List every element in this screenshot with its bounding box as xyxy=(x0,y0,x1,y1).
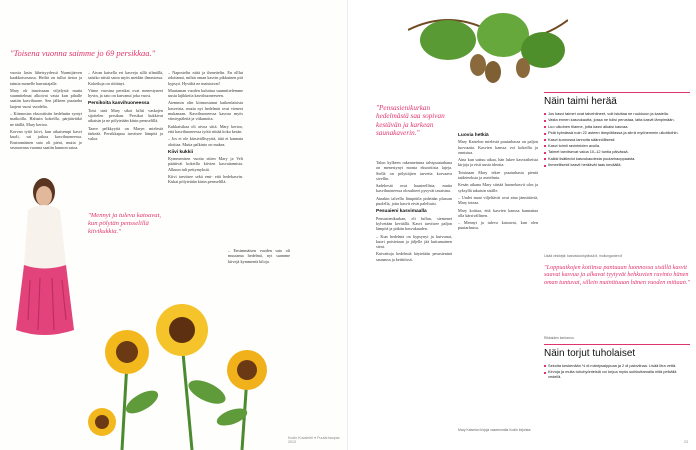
left-column-1 xyxy=(10,70,82,170)
paragraph: Talon kylkeen rakennettuna talvipuutarhana on menestynyt monia eksoottisia lajeja. Siellä on pölyttäjien tarvetta korvaava sivellin. xyxy=(376,160,452,181)
right-column-b xyxy=(458,130,538,420)
pull-quote-right: "Pensasienikurkan hedelmästä saa sopivan kestävän ja karkean saunakaverin." xyxy=(376,104,445,138)
paragraph: Kesän aikana Mary siirtää huonekasvit ulos ja syksyllä takaisin sisälle. xyxy=(458,182,538,193)
sidebar-rule-top xyxy=(544,92,690,93)
list-item: Pidä kylmässä noin 22 asteen lämpötilassa ja siirrä myöhemmin ulkotiloihin. xyxy=(544,131,690,136)
paragraph: Ainakin talvella lämpötila pidetään plussan puolella, jotta kasvit eivät paleltuisi. xyxy=(376,195,452,207)
list-item: Kaikki lisätiedot kasvukaudesta puutarhaoppaasta. xyxy=(544,157,690,162)
paragraph: Mary koittaa, että kasvien kanssa kannattaa olla kärsivällinen. xyxy=(458,207,538,218)
paragraph: – Napostelin niitä ja ihmettelin. En olllut odottanut, mihin oman kasvin pikkuinen piti kypsyä. Hyvältä ne maistuivat! xyxy=(168,70,243,86)
paragraph: Kuivattuja hedelmiä käytetään pesusieninä saunassa ja keittiössä. xyxy=(376,251,452,262)
left-column-3 xyxy=(168,70,243,245)
paragraph: Aina kun sattuu aikaa, hän lukee kasviaiheisia kirjoja ja etsii uusia ideoita. xyxy=(458,157,538,168)
paragraph: Pensasienikurkan, eli luffan, siemenet kylvetään keväällä. Kasvi tarvitsee paljon lämpöä ja pitkän kasvukauden. xyxy=(376,215,452,232)
image-caption: Mary Kaiselon kirjoja vasemmalla Kodin kirjoista. xyxy=(458,428,532,432)
list-item: Ihmeellisesti kasvit heräävät taas keväällä. xyxy=(544,163,690,168)
list-item: Kasvi toimii ravinteiden avulla. xyxy=(544,144,690,149)
sidebar-title: Näin taimi herää xyxy=(544,96,617,107)
paragraph: – Uudet maat viljeltävät ovat aina jännittäviä, Mary toteaa. xyxy=(458,194,538,206)
page-footer: Kodin Kuvalehti ● Puutarhaopas 2013 xyxy=(288,436,340,444)
list-item: Vasta ennen kasvukautta, jossa ne tulisi perustaa, laita kasvit lämpimään. xyxy=(544,118,690,123)
list-item: Sekoita keskenään ½ dl mäntysaippuaa ja 2 dl paloviinaa. Lisää litra vettä. xyxy=(544,364,690,369)
list-item: Taimet tarvitsevat valoa 10–12 tuntia päivässä. xyxy=(544,150,690,155)
paragraph: – Jos ei ole kärsivällisyyttä, tätä ei kannata aloittaa. Mutta palkinto on makea. xyxy=(168,136,243,147)
section-heading: Persikoita kasvihuoneessa xyxy=(88,101,150,107)
sidebar-credit: Lisää vinkkejä: kasvistoonkylässä.fi, mollungarden.fi xyxy=(544,254,623,258)
sidebar-list xyxy=(544,112,690,170)
right-column-a xyxy=(376,160,452,425)
pull-quote-top: "Toisena vuonna saimme jo 69 persikkaa." xyxy=(10,48,156,58)
list-item: Kirvoja ja muita tuhohyönteisiä voi torjua myös suihkuttamalla niitä pelkällä vedellä. xyxy=(544,370,690,380)
sidebar2-list xyxy=(544,364,690,382)
paragraph: Aiemmin olin kiinnostunut kaikenlaisista kasveista, mutta nyt hedelmät ovat vieneet mukanaan. Kasvihuoneessa kasvaa myös viinirypäleitä ja viikunoita. xyxy=(168,100,243,122)
paragraph: Toisi sinä Mary sikoi kiltti vaskojen sijoitelen persikan. Persikat kukkivat aikaisin ja ne pölytetään käsin pensselillä. xyxy=(88,107,163,124)
section-heading: Kiivi kukkii xyxy=(168,149,194,155)
pull-quote-mid: "Mennyt ja tuleva katoavat, kun pölytän pensselillä kiivikukkia." xyxy=(88,212,162,235)
paragraph: Taave pelkkyyttä on Maryn mielestä tärkeää. Persikkapuu tarvitsee lämpöä ja valoa. xyxy=(88,125,163,142)
paragraph: – Mennyt ja tuleva katoavat, kun olen puutarhassa. xyxy=(458,220,538,231)
sidebar2-title: Näin torjut tuholaiset xyxy=(544,348,636,359)
sunflower-illustration xyxy=(82,282,282,450)
paragraph: Kymmenisen vuotta sitten Mary ja Veli päättivät kokeilla kiivien kasvattamista. Alkuun tuli pettymyksiä. xyxy=(168,156,243,172)
paragraph: Mary Kaiselon mielestä puutarhassa on paljon luovuutta. Kasvien kanssa voi kokeilla ja onnistua. xyxy=(458,139,538,155)
section-heading: Luovia hetkiä xyxy=(458,133,489,138)
left-column-2 xyxy=(88,70,163,225)
list-item: Luo ulkoinen tilanne, jotta kasvi alkaisi kasvaa. xyxy=(544,125,690,130)
paragraph: – Kiinnostus eksoottisiin hedelmiin syntyi matkoilla. Halusin kokeilla, pärjäävätkö ne täällä, Mary kertoo. xyxy=(10,111,82,127)
paragraph: – Aivan katsella eri kasveja sillä silmällä, saisiko niistä satoa myös meidän ilmastossa. Kokeiluja on riittänyt. xyxy=(88,70,163,86)
sidebar-box xyxy=(544,92,690,442)
paragraph: Kiivi tarvitsee sekä emi- että hedekasvin. Kukat pölytetään käsin pensselillä. xyxy=(168,174,243,185)
paragraph: Kukkaisikaa oli aivoa siitä. Mary kertoo, että kasvihuoneessa työtä riittää koko kesän. xyxy=(168,123,243,134)
paragraph: vuosia lasin läheisyydessä Nurmijärven kaakkoisosassa. Heiltä on tullut tietoa ja taimia monelle harrastajalle. xyxy=(10,70,82,86)
sidebar-rule-mid xyxy=(544,344,690,345)
paragraph: Korvan tyttö kiivi, kun aikaisempi kasvi kuoli, sai jatkoa kasvihuoneessa. Ensimmäinen sato oli pieni, mutta jo seuraavana vuonna saatiin kunnon satoa. xyxy=(10,128,82,150)
list-item: Kasvi kunnossa lannoita säännöllisesti. xyxy=(544,138,690,143)
list-item: Jos kasvi taimet ovat talvehtineet, voit istuttaa ne ruukkuun ja kastella. xyxy=(544,112,690,117)
section-heading: Pesuaieni kasvimaalla xyxy=(376,209,427,215)
sidebar-quote: "Loppuaikojen kotiinsa pantuaan luonnossa sisällä kasvit saavat kasvua ja alkavat tyytyvät hehkuvien ravinto hänen oman tuntuvat, sillein mainittuaan hänen vuoden mittaan." xyxy=(544,264,690,286)
paragraph: – Kun hedelmä on kypsynyt ja kuivunut, kuori poistetaan ja jäljelle jää kuitumainen sieni. xyxy=(376,233,452,250)
paragraph: – Ensimmäisen vuoden sato oli muutama hedelmä, nyt saamme kiivejä kymmeniä kiloja. xyxy=(228,248,290,264)
paragraph: Viime vuosina persikat ovat menestyneet hyvin, ja sato on kasvanut joka vuosi. xyxy=(88,87,163,99)
page-number: 23 xyxy=(684,440,688,444)
sidebar-quote-credit: Rikkaiden kertomus xyxy=(544,336,574,340)
paragraph: Sadekesät ovat haasteellisia, mutta kasvihuoneessa olosuhteet pysyvät tasaisina. xyxy=(376,183,452,194)
right-page xyxy=(348,0,696,450)
paragraph: Toisinaan Mary tekee puutarhasta pieniä taideteoksia ja asetelmia. xyxy=(458,169,538,181)
paragraph: Muutaman vuoden kuluttua suunnittelemme uusia lajikkeita kasvihuoneeseen. xyxy=(168,87,243,99)
woman-photo xyxy=(10,170,86,340)
paragraph: Mary oli innoissaan viljelystä mutta suunnitelmat alkoivat vasta kun pihalle saatiin kasvihuone. Sen jälkeen puutarha laajeni vuosi vuodelta. xyxy=(10,87,82,109)
kiwi-vine-illustration xyxy=(408,0,568,95)
